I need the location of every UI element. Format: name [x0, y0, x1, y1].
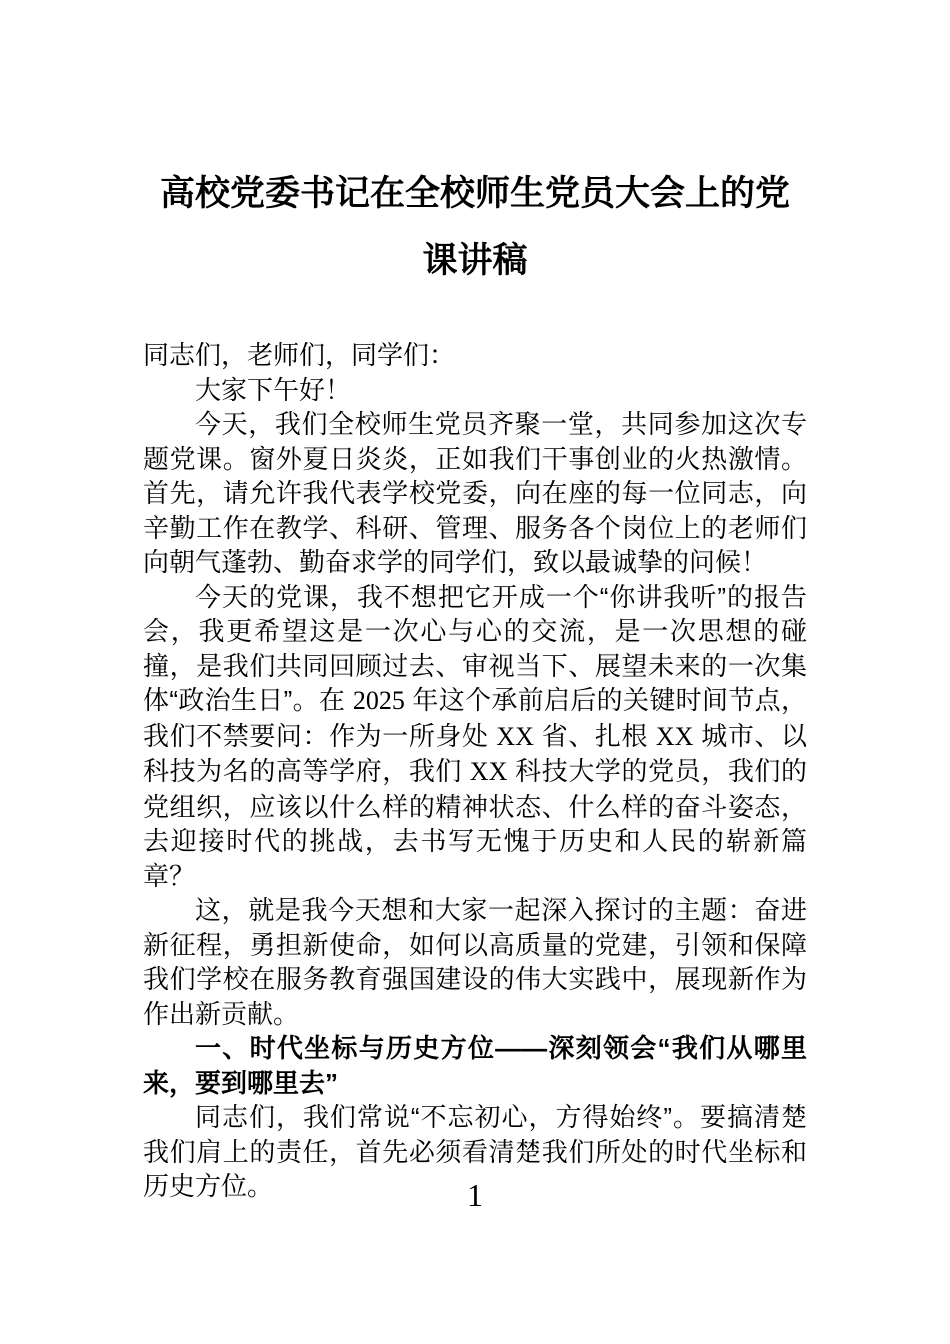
- paragraph: 同志们，我们常说“不忘初心，方得始终”。要搞清楚我们肩上的责任，首先必须看清楚我们所处的时代坐标和历史方位。: [143, 1102, 807, 1201]
- latin-text: 2025: [352, 686, 405, 715]
- latin-text: XX: [496, 721, 534, 751]
- paragraph: 同志们，老师们，同学们：: [143, 340, 456, 370]
- paragraph: 大家下午好！: [195, 374, 352, 405]
- paragraph: 这，就是我今天想和大家一起深入探讨的主题：奋进新征程，勇担新使命，如何以高质量的党建，引领和保障我们学校在服务教育强国建设的伟大实践中，展现新作为作出新贡献。: [143, 895, 807, 1029]
- paragraph: 今天的党课，我不想把它开成一个“你讲我听”的报告会，我更希望这是一次心与心的交流，是一次思想的碰撞，是我们共同回顾过去、审视当下、展望未来的一次集体“政治生日”。在 2025 年这个承前启后的关键时间节点，我们不禁要问：作为一所身处 XX 省、扎根 XX 城市、以科技为名的高等学府，我们 XX 科技大学的党员，我们的党组织，应该以什么样的精神状态、什么样的奋斗姿态，去迎接时代的挑战，去书写无愧于历史和人民的崭新篇章？: [143, 581, 807, 891]
- document-body: [143, 338, 807, 1204]
- paragraph: 今天，我们全校师生党员齐聚一堂，共同参加这次专题党课。窗外夏日炎炎，正如我们干事创业的火热激情。首先，请允许我代表学校党委，向在座的每一位同志，向辛勤工作在教学、科研、管理、服务各个岗位上的老师们向朝气蓬勃、勤奋求学的同学们，致以最诚挚的问候！: [143, 409, 807, 577]
- latin-text: XX: [469, 757, 508, 786]
- latin-text: XX: [655, 721, 694, 751]
- section-heading: 一、时代坐标与历史方位——深刻领会“我们从哪里来，要到哪里去”: [143, 1033, 807, 1098]
- page-number: 1: [467, 1177, 483, 1213]
- document-title: 高校党委书记在全校师生党员大会上的党课讲稿: [159, 174, 790, 280]
